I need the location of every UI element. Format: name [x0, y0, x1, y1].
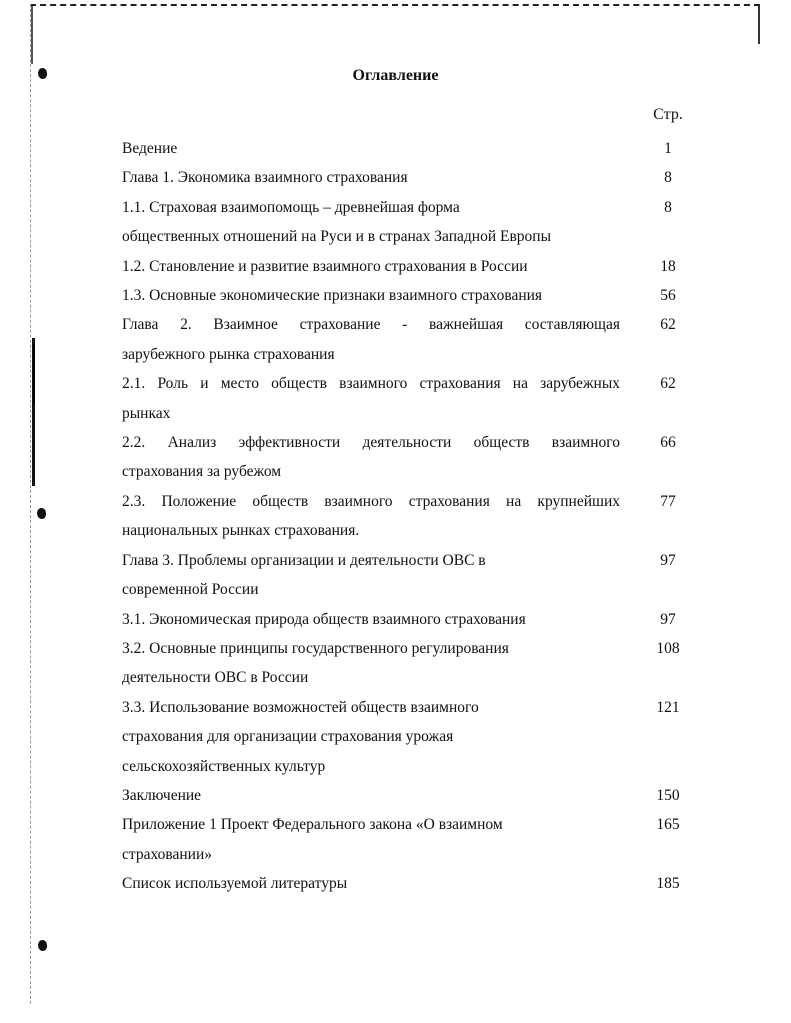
toc-entry-line: Глава 1. Экономика взаимного страхования — [122, 169, 408, 187]
toc-entry-title — [122, 252, 620, 281]
toc-entry-line: общественных отношений на Руси и в странах Западной Европы — [122, 228, 551, 246]
toc-entry — [122, 310, 702, 369]
toc-entry — [122, 546, 702, 605]
toc-entry — [122, 810, 702, 869]
toc-entry-line: 2.2. Анализ эффективности деятельности обществ взаимного — [122, 434, 620, 452]
toc-entry-line: 3.3. Использование возможностей обществ взаимного — [122, 698, 479, 716]
toc-entry-line: национальных рынках страхования. — [122, 522, 360, 540]
toc-entry-page-number: 62 — [660, 316, 676, 334]
toc-entry-page-number: 185 — [656, 875, 680, 893]
toc-entry-line: Глава 2. Взаимное страхование - важнейшая составляющая — [122, 316, 620, 334]
toc-entry-title — [122, 193, 620, 252]
toc-entry-title — [122, 810, 620, 869]
toc-entry-line: Ведение — [122, 140, 178, 157]
toc-entry-title — [122, 693, 620, 781]
toc-entry-title — [122, 781, 620, 810]
toc-entry-page-number: 66 — [660, 434, 676, 452]
toc-entry-title — [122, 428, 620, 487]
toc-entry-page-number: 77 — [660, 492, 676, 510]
toc-entry — [122, 252, 702, 281]
toc-entry-line: зарубежного рынка страхования — [122, 345, 335, 363]
toc-entry — [122, 869, 702, 898]
toc-entry-line: рынках — [122, 404, 171, 422]
toc-entry-line: 3.1. Экономическая природа обществ взаимного страхования — [122, 610, 526, 628]
toc-entry — [122, 693, 702, 781]
toc-entry-page-number: 97 — [660, 551, 676, 569]
toc-entry-page-number: 108 — [656, 639, 680, 657]
toc-entry — [122, 487, 702, 546]
toc-entry-page-number: 165 — [656, 816, 680, 834]
toc-entry-line: страхования для организации страхования урожая — [122, 728, 454, 746]
toc-entry-line: 2.3. Положение обществ взаимного страхования на крупнейших — [122, 492, 620, 510]
toc-entry-page-number: 121 — [656, 698, 680, 716]
toc-entry-title — [122, 869, 620, 898]
scan-corner-mark-left — [31, 6, 33, 64]
toc-entry — [122, 369, 702, 428]
toc-entry-page-number: 1 — [664, 140, 672, 157]
toc-entry — [122, 781, 702, 810]
punch-hole-bottom — [38, 940, 47, 951]
scan-edge-left — [30, 4, 31, 1004]
toc-entry-page-number: 18 — [660, 257, 676, 275]
toc-entry-page-number: 8 — [664, 169, 672, 187]
page-column-header: Стр. — [653, 106, 683, 123]
toc-entry-page-number: 8 — [664, 198, 672, 216]
toc-entry-line: Список используемой литературы — [122, 875, 348, 893]
toc-entry-line: Приложение 1 Проект Федерального закона «О взаимном — [122, 816, 503, 834]
toc-entry — [122, 634, 702, 693]
toc-entry-title — [122, 634, 620, 693]
toc-entry — [122, 134, 702, 163]
toc-entry-line: Глава 3. Проблемы организации и деятельности ОВС в — [122, 551, 486, 569]
toc-entry-line: страховании» — [122, 845, 213, 863]
toc-entry-line: современной России — [122, 581, 259, 599]
toc-entry-title — [122, 134, 620, 163]
toc-entry-line: 1.2. Становление и развитие взаимного страхования в России — [122, 257, 528, 275]
toc-entry-line: 2.1. Роль и место обществ взаимного страхования на зарубежных — [122, 375, 620, 393]
toc-entry-line: Заключение — [122, 786, 202, 804]
toc-entry-title — [122, 546, 620, 605]
toc-entry-line: 3.2. Основные принципы государственного регулирования — [122, 639, 509, 657]
punch-hole-middle — [37, 508, 46, 519]
toc-entry — [122, 163, 702, 192]
toc-entry-title — [122, 163, 620, 192]
toc-entry-line: 1.3. Основные экономические признаки взаимного страхования — [122, 287, 543, 305]
toc-entry — [122, 193, 702, 252]
toc-entry-page-number: 62 — [660, 375, 676, 393]
scan-corner-mark-right — [758, 6, 760, 44]
toc-entry-page-number: 56 — [660, 287, 676, 305]
toc-entry-title — [122, 487, 620, 546]
toc-entry-title — [122, 605, 620, 634]
scan-edge-top — [30, 4, 760, 6]
toc-entry-line: сельскохозяйственных культур — [122, 757, 326, 775]
toc-entry-page-number: 150 — [656, 786, 680, 804]
toc-entry-line: деятельности ОВС в России — [122, 669, 309, 687]
toc-entry-title — [122, 369, 620, 428]
toc-entry — [122, 428, 702, 487]
page-title: Оглавление — [352, 67, 439, 84]
toc-entry — [122, 281, 702, 310]
toc-entry-line: 1.1. Страховая взаимопомощь – древнейшая форма — [122, 198, 460, 216]
toc-entry-title — [122, 310, 620, 369]
toc-entry — [122, 605, 702, 634]
toc-entry-line: страхования за рубежом — [122, 463, 282, 481]
table-of-contents — [122, 134, 702, 899]
toc-entry-page-number: 97 — [660, 610, 676, 628]
scan-margin-bar-inner — [33, 345, 35, 405]
toc-entry-title — [122, 281, 620, 310]
